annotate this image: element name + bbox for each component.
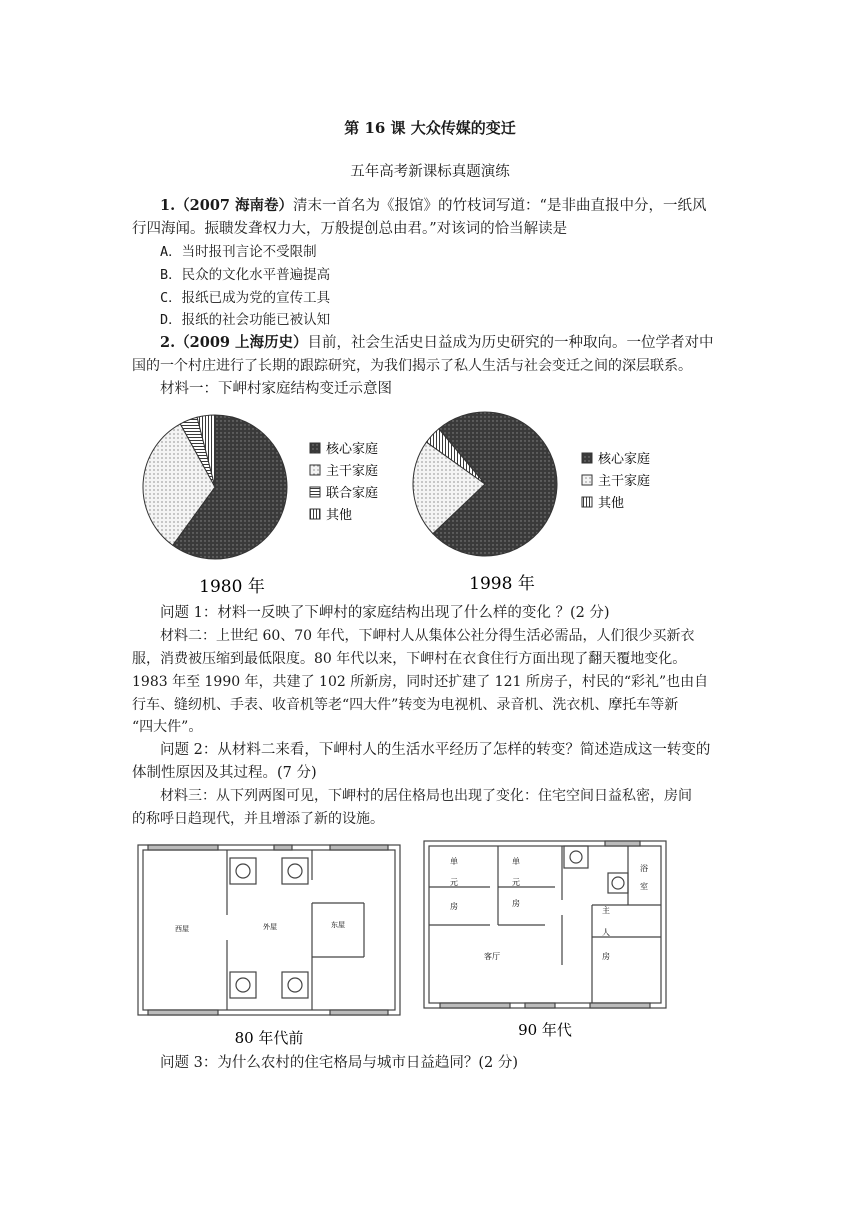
legend-label-1-1: 主干家庭 [598,474,651,489]
legend-swatch-1-2 [582,497,592,507]
legend-swatch-1-1 [582,475,592,485]
room-west: 西屋 [175,925,189,933]
room-unit-b-3: 房 [512,899,520,908]
floorplan-after-90s [420,835,670,1045]
material2-line1: 材料二：上世纪 60、70 年代，下岬村人从集体公社分得生活必需品，人们很少买新衣 [160,628,695,644]
material1-label: 材料一：下岬村家庭结构变迁示意图 [160,381,392,397]
legend-1998 [582,451,650,511]
q1-line2: 行四海闻。振聩发聋权力大，万般提创总由君。”对该词的恰当解读是 [132,221,568,237]
pie-1980-title: 1980 年 [199,577,265,597]
legend-swatch-0-3 [310,509,320,519]
family-structure-pie-charts [0,400,860,600]
floorplan-before-80s [134,835,404,1060]
room-master-1: 主 [602,906,610,915]
legend-swatch-1-0 [582,453,592,463]
room-unit-a-3: 房 [450,902,458,911]
room-east: 东屋 [331,921,345,929]
material2-line2: 服，消费被压缩到最低限度。80 年代以来，下岬村在衣食住行方面出现了翻天覆地变化。 [132,651,687,667]
room-master-2: 人 [602,928,610,937]
material3-line2: 的称呼日趋现代，并且增添了新的设施。 [132,811,384,827]
material2-line3: 1983 年至 1990 年，共建了 102 所新房，同时还扩建了 121 所房子，村民的“彩礼”也由自 [132,674,709,690]
legend-label-0-0: 核心家庭 [326,442,379,457]
room-outer: 外屋 [263,923,277,931]
q2-line1 [160,333,714,353]
material3-line1: 材料三：从下列两图可见，下岬村的居住格局也出现了变化：住宅空间日益私密，房间 [160,788,692,804]
q1-option-c: C．报纸已成为党的宣传工具 [160,290,331,306]
legend-swatch-0-1 [310,465,320,475]
room-unit-a-2: 元 [450,878,458,887]
room-unit-a-1: 单 [450,857,458,866]
material2-line4: 行车、缝纫机、手表、收音机等老“四大件”转变为电视机、录音机、洗衣机、摩托车等新 [132,697,679,713]
legend-label-0-3: 其他 [326,508,353,523]
legend-label-1-2: 其他 [598,496,625,511]
q2-text-1: 目前，社会生活史日益成为历史研究的一种取向。一位学者对中 [307,335,714,351]
material2-line5: “四大件”。 [132,719,203,735]
legend-label-0-2: 联合家庭 [326,486,379,501]
pie-1980 [143,415,287,559]
floorplan-after-caption: 90 年代 [518,1021,572,1039]
q2-line2: 国的一个村庄进行了长期的跟踪研究，为我们揭示了私人生活与社会变迁之间的深层联系。 [132,358,692,374]
q1-source: 1.（2007 海南卷） [160,197,294,214]
page-subtitle: 五年高考新课标真题演练 [350,164,510,180]
room-bath-1: 浴 [640,864,648,873]
q1-line1 [160,196,706,216]
room-master-3: 房 [602,952,610,961]
q1-option-d: D．报纸的社会功能已被认知 [160,312,331,328]
room-bath-2: 室 [640,882,648,891]
pie-1998-title: 1998 年 [469,574,535,594]
floorplan-before-caption: 80 年代前 [234,1029,304,1047]
question-2-2-line1: 问题 2：从材料二来看，下岬村人的生活水平经历了怎样的转变？简述造成这一转变的 [160,742,711,758]
legend-swatch-0-0 [310,443,320,453]
legend-label-1-0: 核心家庭 [598,452,651,467]
q2-source: 2.（2009 上海历史） [160,334,308,351]
room-unit-b-1: 单 [512,857,520,866]
room-unit-b-2: 元 [512,878,520,887]
question-2-3: 问题 3：为什么农村的住宅格局与城市日益趋同？(2 分) [160,1055,518,1071]
pie-1998 [413,412,557,556]
question-2-1: 问题 1：材料一反映了下岬村的家庭结构出现了什么样的变化 ？(2 分) [160,605,610,621]
legend-label-0-1: 主干家庭 [326,464,379,479]
page-title: 第 16 课 大众传媒的变迁 [344,119,516,137]
room-living: 客厅 [484,952,500,961]
legend-swatch-0-2 [310,487,320,497]
legend-1980 [310,441,378,523]
question-2-2-line2: 体制性原因及其过程。(7 分) [132,765,317,781]
q1-option-a: A．当时报刊言论不受限制 [160,244,317,260]
q1-text-1: 清末一首名为《报馆》的竹枝词写道：“是非曲直报中分，一纸风 [293,198,707,214]
q1-option-b: B．民众的文化水平普遍提高 [160,267,331,283]
